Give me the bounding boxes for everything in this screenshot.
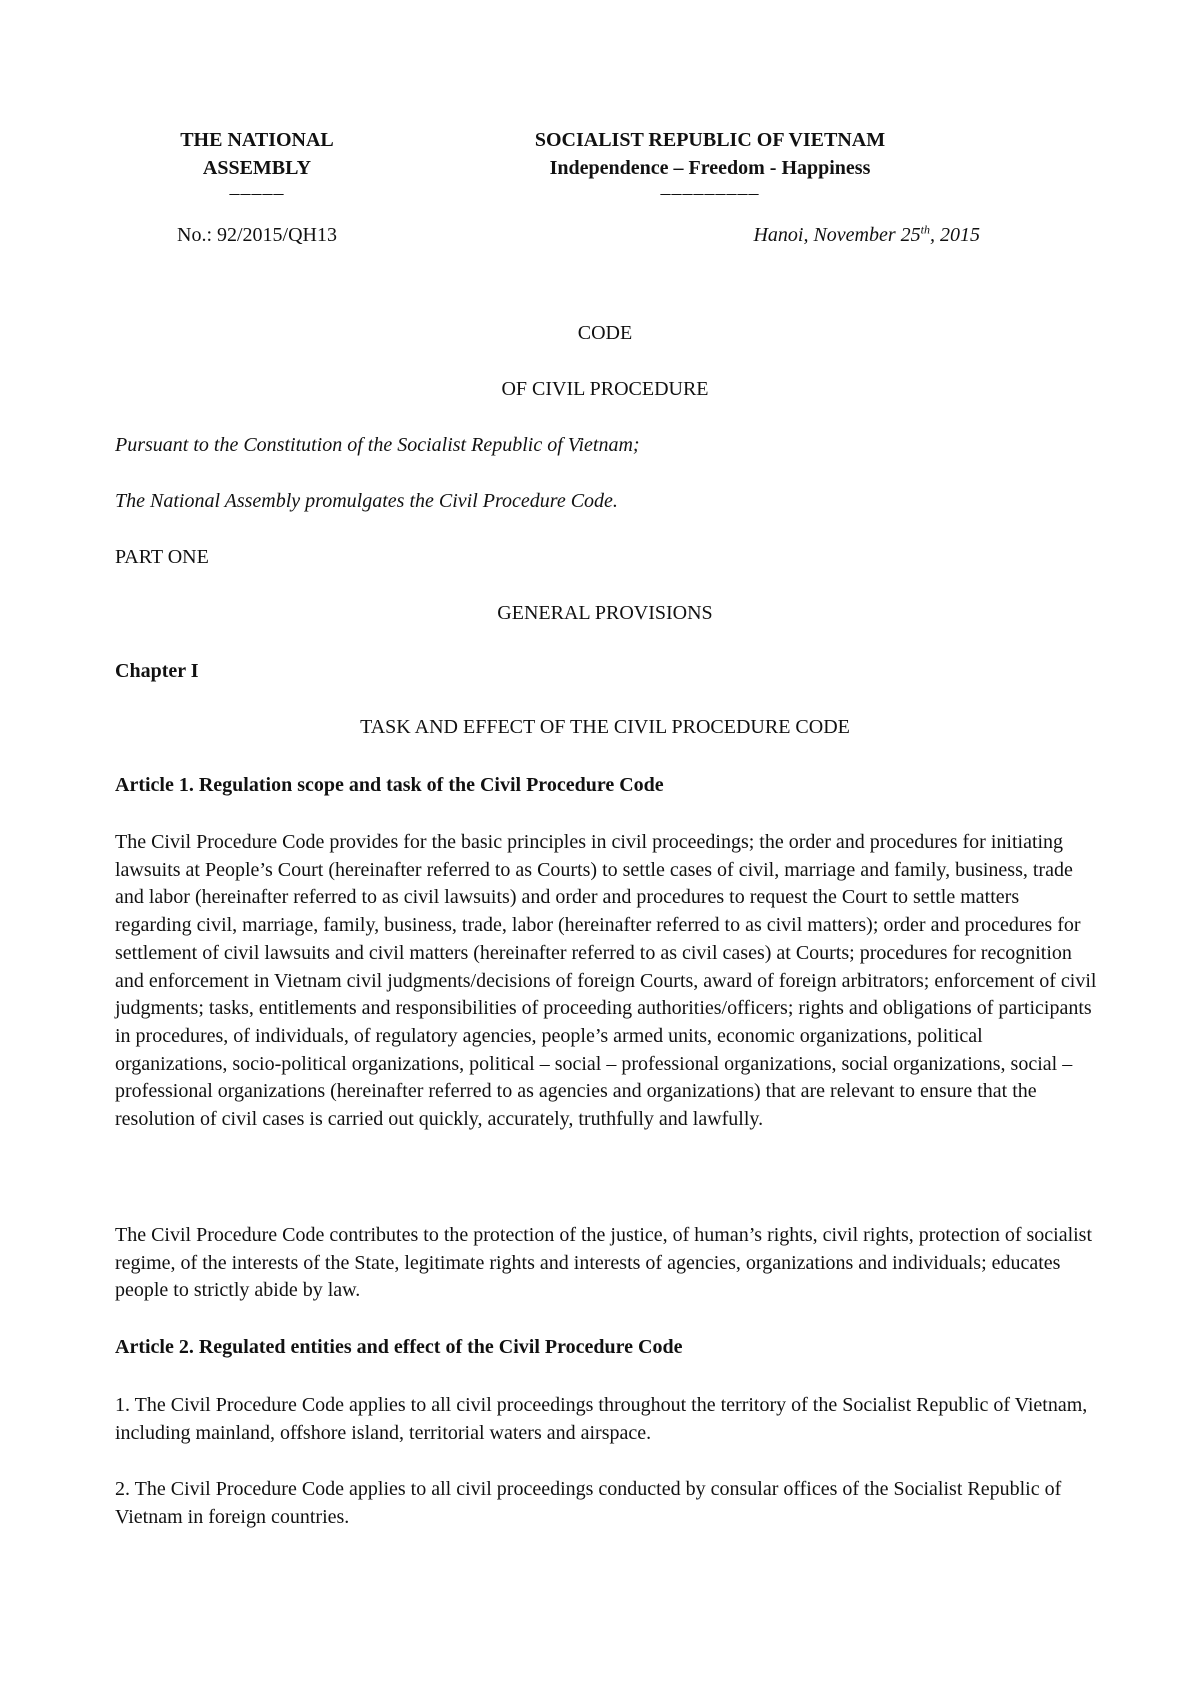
document-date: [580, 224, 980, 247]
country-block: [440, 126, 980, 204]
article1-paragraph1: The Civil Procedure Code provides for the basic principles in civil proceedings; the order and procedures for initiating lawsuits at People’s Court (hereinafter referred to as Courts) to settle cases of civil, marriage and family, business, trade and labor (hereinafter referred to as civil lawsuits) and order and procedures to request the Court to settle matters regarding civil, marriage, family, business, trade, labor (hereinafter referred to as civil matters); order and procedures for settlement of civil lawsuits and civil matters (hereinafter referred to as civil cases) at Courts; procedures for recognition and enforcement in Vietnam civil judgments/decisions of foreign Courts, award of foreign arbitrators; enforcement of civil judgments; tasks, entitlements and responsibilities of proceeding authorities/officers; rights and obligations of participants in procedures, of individuals, of regulatory agencies, people’s armed units, economic organizations, political organizations, socio-political organizations, political – social – professional organizations, social organizations, social – professional organizations (hereinafter referred to as agencies and organizations) that are relevant to ensure that the resolution of civil cases is carried out quickly, accurately, truthfully and lawfully.: [115, 831, 1097, 1131]
article2-heading: Article 2. Regulated entities and effect of the Civil Procedure Code: [115, 1336, 683, 1358]
chapter-title: TASK AND EFFECT OF THE CIVIL PROCEDURE CODE: [360, 716, 850, 738]
date-ordinal: th: [920, 222, 930, 237]
article1-paragraph2: The Civil Procedure Code contributes to the protection of the justice, of human’s rights, civil rights, protection of socialist regime, of the interests of the State, legitimate rights and interests of agencies, organizations and individuals; educates people to strictly abide by law.: [115, 1224, 1093, 1302]
issuer-rule: –––––: [229, 182, 285, 204]
issuer-block: [130, 126, 384, 204]
issuer-line2: ASSEMBLY: [202, 157, 312, 179]
article2-paragraph2: 2. The Civil Procedure Code applies to all civil proceedings conducted by consular offices of the Socialist Republic of Vietnam in foreign countries.: [115, 1478, 1062, 1528]
part-title: GENERAL PROVISIONS: [497, 602, 713, 624]
preamble-line1: Pursuant to the Constitution of the Socialist Republic of Vietnam;: [115, 434, 640, 456]
document-number: No.: 92/2015/QH13: [177, 224, 337, 246]
date-year: , 2015: [930, 224, 980, 246]
preamble-line2: The National Assembly promulgates the Civil Procedure Code.: [115, 490, 618, 512]
country-name: SOCIALIST REPUBLIC OF VIETNAM: [534, 129, 886, 151]
article2-paragraph1: 1. The Civil Procedure Code applies to all civil proceedings throughout the territory of the Socialist Republic of Vietnam, including mainland, offshore island, territorial waters and airspace.: [115, 1394, 1088, 1444]
part-label: PART ONE: [115, 546, 209, 568]
title-line1: CODE: [577, 322, 633, 344]
article1-heading: Article 1. Regulation scope and task of the Civil Procedure Code: [115, 774, 664, 796]
country-rule: –––––––––: [660, 182, 760, 204]
chapter-label: Chapter I: [115, 660, 199, 682]
issuer-line1: THE NATIONAL: [180, 129, 334, 151]
national-motto: Independence – Freedom - Happiness: [549, 157, 871, 179]
title-line2: OF CIVIL PROCEDURE: [501, 378, 709, 400]
date-prefix: Hanoi, November 25: [753, 224, 921, 246]
